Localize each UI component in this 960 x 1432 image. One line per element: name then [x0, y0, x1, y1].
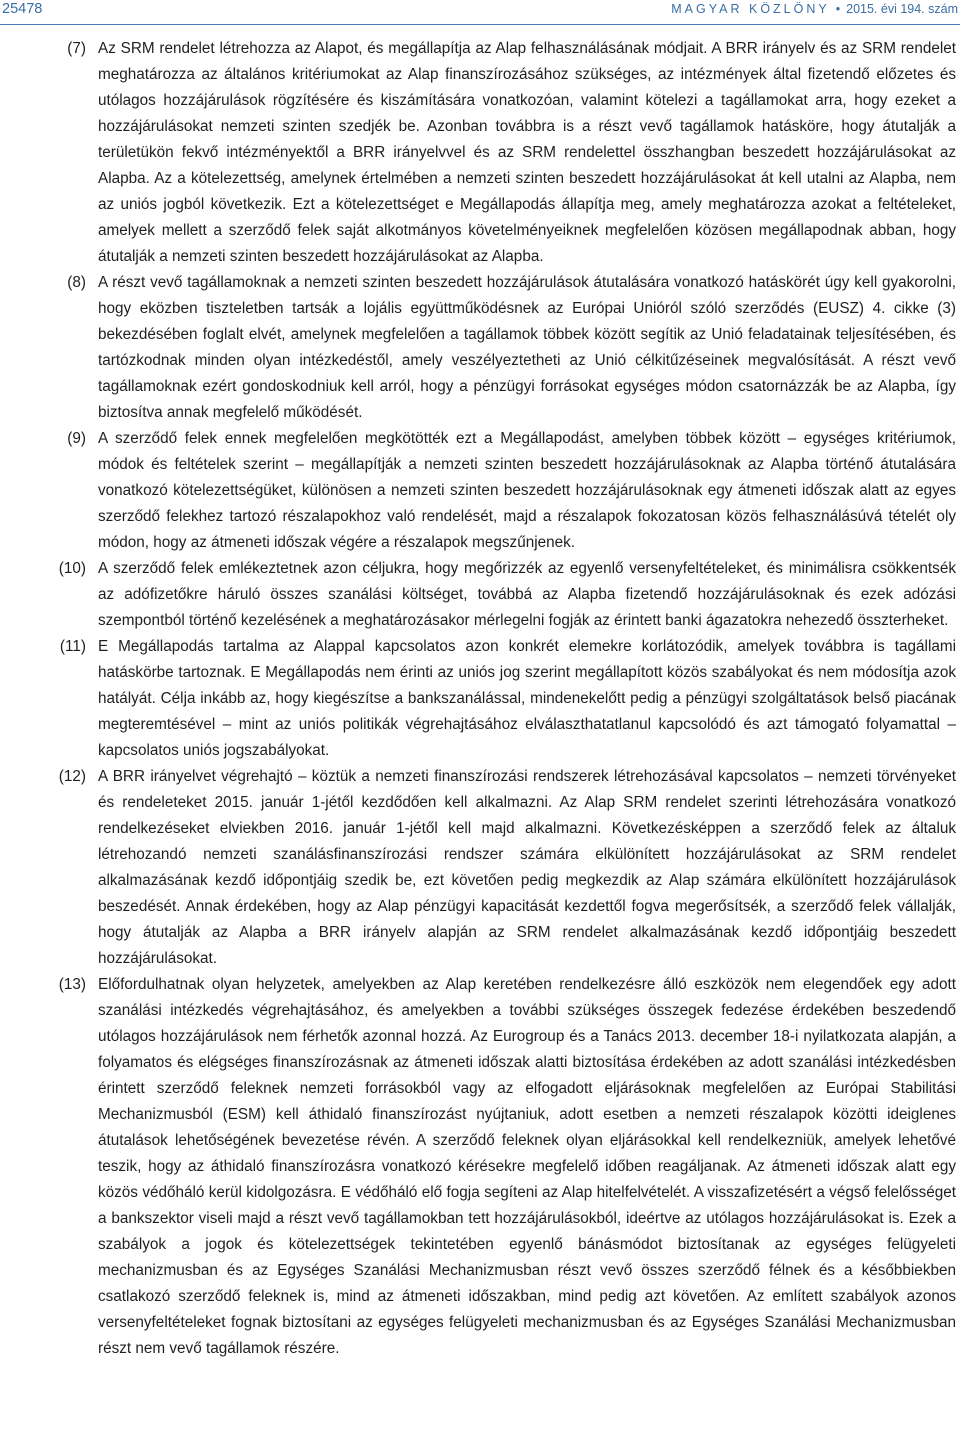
paragraph-text: Előfordulhatnak olyan helyzetek, amelyekben az Alap keretében rendelkezésre álló eszközök nem elegendőek egy adott szanálási intézkedés végrehajtásához, és amelyekben a további szükséges összegek fedezése érdekében beszedendő utólagos hozzájárulások nem férhetők azonnal hozzá. Az Eurogroup és a Tanács 2013. december 18-i nyilatkozata alapján, a folyamatos és elégséges finanszírozásnak az átmeneti időszak alatti biztosítása érdekében az adott szanálási intézkedésben érintett szerződő feleknek nemzeti forrásokból vagy az elfogadott eljárásoknak megfelelően az Európai Stabilitási Mechanizmusból (ESM) kell áthidaló finanszírozást nyújtaniuk, adott esetben a nemzeti részalapok közötti ideiglenes átutalások lehetőségének bevezetése révén. A szerződő feleknek olyan eljárásokkal kell rendelkezniük, amelyek lehetővé teszik, hogy az áthidaló finanszírozásra vonatkozó kérésekre megfelelő időben reagáljanak. Az átmeneti időszak alatt egy közös védőháló kerül kidolgozásra. E védőháló elő fogja segíteni az Alap hitelfelvételét. A visszafizetésért a végső felelősséget a bankszektor viseli majd a részt vevő tagállamokban tett hozzájárulásokból, ideértve az utólagos hozzájárulásokat is. Ezek a szabályok a jogok és kötelezettségek tekintetében egyenlő bánásmódot biztosítanak az egységes felügyeleti mechanizmusban és az Egységes Szanálási Mechanizmusban részt vevő összes szerződő félnek és a későbbiekben csatlakozó szerződő feleknek is, mind az átmeneti időszakban, mind pedig azt követően. Az említett szabályok azonos versenyfeltételeket fognak biztosítani az egységes felügyeleti mechanizmusban és az Egységes Szanálási Mechanizmusban részt nem vevő tagállamok részére. — [98, 976, 956, 1357]
paragraph-text: A szerződő felek ennek megfelelően megkötötték ezt a Megállapodást, amelyben többek között – egységes kritériumok, módok és feltételek szerint – megállapítják a nemzeti szinten beszedett hozzájárulásoknak az Alapba történő átutalására vonatkozó kötelezettségüket, különösen a nemzeti szinten beszedett hozzájárulásoknak egy átmeneti időszak alatt az egyes szerződő felekhez tartozó részalapokhoz való rendelését, majd a részalapok fokozatosan közös felhasználásúvá tételét oly módon, hogy az átmeneti időszak végére a részalapok megszűnjenek. — [98, 430, 956, 551]
paragraph-11 — [0, 634, 960, 764]
running-head — [671, 2, 958, 16]
paragraph-number: (12) — [58, 768, 86, 785]
paragraph-text: A BRR irányelvet végrehajtó – köztük a nemzeti finanszírozási rendszerek létrehozásával kapcsolatos – nemzeti törvényeket és rendeleteket 2015. január 1-jétől kezdődően kell alkalmazni. Az Alap SRM rendelet szerinti létrehozására vonatkozó rendelkezéseket elviekben 2016. január 1-jétől kell majd alkalmazni. Következésképpen a szerződő felek az általuk létrehozandó nemzeti szanálásfinanszírozási rendszer számára elkülönített hozzájárulásokat az SRM rendelet alkalmazásának kezdő időpontjáig szedik be, ezt követően pedig megkezdik az Alap számára elkülönített hozzájárulások beszedését. Annak érdekében, hogy az Alap pénzügyi kapacitását kezdettől fogva megerősítsék, a szerződő felek vállalják, hogy átutalják az Alapba a BRR irányelv alapján az SRM rendelet alkalmazásának kezdő időpontjáig beszedett hozzájárulásokat. — [98, 768, 956, 967]
page-number: 25478 — [2, 1, 43, 17]
paragraph-text: Az SRM rendelet létrehozza az Alapot, és megállapítja az Alap felhasználásának módjait. A BRR irányelv és az SRM rendelet meghatározza az általános kritériumokat az Alap finanszírozásához szükséges, az intézmények által fizetendő előzetes és utólagos hozzájárulások rögzítésére és kiszámítására vonatkozóan, valamint kötelezi a tagállamokat arra, hogy ezeket a hozzájárulásokat nemzeti szinten szedjék be. Azonban továbbra is a részt vevő tagállamok hatásköre, hogy átutalják a területükön fekvő intézményektől a BRR irányelvvel és az SRM rendelettel összhangban beszedett hozzájárulásokat az Alapba. Az a kötelezettség, amelynek értelmében a nemzeti szinten beszedett hozzájárulásokat át kell utalni az Alapba, nem az uniós jogból következik. Ezt a kötelezettséget e Megállapodás állapítja meg, amely meghatározza azokat a feltételeket, amelyek mellett a szerződő felek saját alkotmányos követelményeiknek megfelelően közösen megállapodnak abban, hogy átutalják a nemzeti szinten beszedett hozzájárulásokat az Alapba. — [98, 40, 956, 265]
issue-number: 2015. évi 194. szám — [846, 2, 958, 16]
paragraph-text: A szerződő felek emlékeztetnek azon céljukra, hogy megőrizzék az egyenlő versenyfeltételeket, és minimálisra csökkentsék az adófizetőkre háruló összes szanálási költséget, továbbá az Alapba fizetendő hozzájárulásoknak és ezek adózási szempontból történő kezelésének a meghatározásakor mérlegelni fogják az érintett banki ágazatokra nehezedő összterheket. — [98, 560, 956, 629]
document-body — [0, 36, 960, 1362]
paragraph-text: A részt vevő tagállamoknak a nemzeti szinten beszedett hozzájárulások átutalására vonatkozó hatáskörét úgy kell gyakorolni, hogy eközben tiszteletben tartsák a lojális együttműködésnek az Európai Unióról szóló szerződés (EUSZ) 4. cikke (3) bekezdésében foglalt elvét, amelynek megfelelően a tagállamok többek között segítik az Unió feladatainak teljesítésében, és tartózkodnak minden olyan intézkedéstől, amely veszélyeztetheti az Unió célkitűzéseinek megvalósítását. A részt vevő tagállamoknak ezért gondoskodniuk kell arról, hogy a pénzügyi forrásokat egységes módon csatornázzák be az Alapba, így biztosítva annak megfelelő működését. — [98, 274, 956, 421]
paragraph-8 — [0, 270, 960, 426]
paragraph-number: (13) — [58, 976, 86, 993]
header-rule — [0, 24, 960, 25]
paragraph-number: (10) — [58, 560, 86, 577]
paragraph-7 — [0, 36, 960, 270]
paragraph-number: (9) — [67, 430, 86, 447]
paragraph-number: (8) — [67, 274, 86, 291]
paragraph-12 — [0, 764, 960, 972]
page-header — [0, 0, 960, 22]
paragraph-13 — [0, 972, 960, 1362]
paragraph-text: E Megállapodás tartalma az Alappal kapcsolatos azon konkrét elemekre korlátozódik, amelyek továbbra is tagállami hatáskörbe tartoznak. E Megállapodás nem érinti az uniós jog szerint megállapított közös szabályokat és nem módosítja azok hatályát. Célja inkább az, hogy kiegészítse a bankszanálással, mindenekelőtt pedig a pénzügyi szolgáltatások belső piacának megteremtésével – mint az uniós politikák végrehajtásához elválaszthatatlanul kapcsolódó és azt támogató folyamattal – kapcsolatos uniós jogszabályokat. — [98, 638, 956, 759]
journal-title: MAGYAR KÖZLÖNY — [671, 2, 830, 16]
paragraph-number: (11) — [59, 638, 86, 655]
header-separator: • — [835, 2, 841, 16]
paragraph-10 — [0, 556, 960, 634]
paragraph-9 — [0, 426, 960, 556]
paragraph-number: (7) — [67, 40, 86, 57]
